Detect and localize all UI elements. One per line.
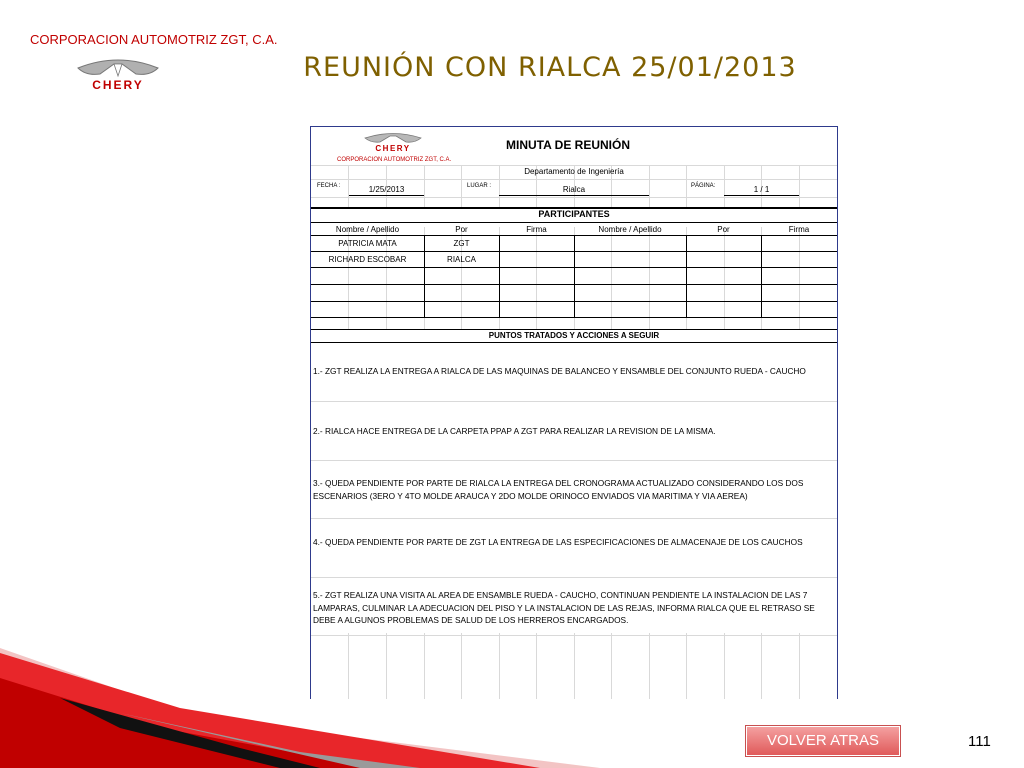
participants-table [311,235,837,317]
point-separator [311,460,837,461]
slide-title: REUNIÓN CON RIALCA 25/01/2013 [303,52,797,83]
point-item: 1.- ZGT REALIZA LA ENTREGA A RIALCA DE LAS MAQUINAS DE BALANCEO Y ENSAMBLE DEL CONJUNTO RUEDA - CAUCHO [313,366,806,376]
fecha-label: FECHA : [317,183,341,189]
pagina-value: 1 / 1 [753,185,770,194]
participants-column-header: Firma [526,225,547,234]
logo-text: CHERY [92,78,144,92]
participant-name: RICHARD ESCOBAR [328,255,407,264]
sheet-chery-logo [361,131,425,153]
point-separator [311,401,837,402]
sheet-company: CORPORACION AUTOMOTRIZ ZGT, C.A. [337,157,452,163]
points-title: PUNTOS TRATADOS Y ACCIONES A SEGUIR [488,331,660,340]
meeting-minutes-sheet [310,126,838,699]
point-separator [311,635,837,636]
participant-by: ZGT [453,239,470,248]
participants-column-header: Firma [788,225,810,234]
sheet-logo-text: CHERY [375,144,411,153]
participants-column-header: Por [455,225,468,234]
fecha-value: 1/25/2013 [368,185,405,194]
page-number: 111 [968,733,991,750]
participants-column-header: Nombre / Apellido [598,225,662,234]
point-separator [311,518,837,519]
point-item: 3.- QUEDA PENDIENTE POR PARTE DE RIALCA LA ENTREGA DEL CRONOGRAMA ACTUALIZADO CONSIDERANDO LOS DOS ESCENARIOS (3ERO Y 4TO MOLDE ARAUCA Y 2DO MOLDE ORINOCO ENVIADOS VIA MARITIMA Y VIA AEREA) [313,478,804,501]
company-name: CORPORACION AUTOMOTRIZ ZGT, C.A. [30,32,278,47]
point-item: 4.- QUEDA PENDIENTE POR PARTE DE ZGT LA ENTREGA DE LAS ESPECIFICACIONES DE ALMACENAJE DE LOS CAUCHOS [313,537,803,547]
participants-column-header: Por [717,225,730,234]
lugar-value: Rialca [562,185,586,194]
minutes-title: MINUTA DE REUNIÓN [506,138,630,152]
participant-name: PATRICIA MATA [338,239,397,248]
point-item: 5.- ZGT REALIZA UNA VISITA AL AREA DE ENSAMBLE RUEDA - CAUCHO, CONTINUAN PENDIENTE LA INSTALACION DE LAS 7 LAMPARAS, CULMINAR LA ADECUACION DEL PISO Y LA INSTALACION DE LAS REJAS, INFORMA RIALCA QUE EL RETRASO SE DEBE A ALGUNOS PROBLEMAS DE SALUD DE LOS HERREROS ENCARGADOS. [313,590,815,625]
participants-column-header: Nombre / Apellido [335,225,400,234]
pagina-label: PÁGINA: [691,183,716,189]
footer-decoration [0,648,620,768]
back-button[interactable]: VOLVER ATRAS [746,726,900,756]
point-item: 2.- RIALCA HACE ENTREGA DE LA CARPETA PPAP A ZGT PARA REALIZAR LA REVISION DE LA MISMA. [313,426,716,436]
department: Departamento de Ingeniería [524,167,624,176]
participant-by: RIALCA [447,255,476,264]
point-separator [311,577,837,578]
participants-title: PARTICIPANTES [538,209,610,219]
lugar-label: LUGAR : [467,183,492,189]
